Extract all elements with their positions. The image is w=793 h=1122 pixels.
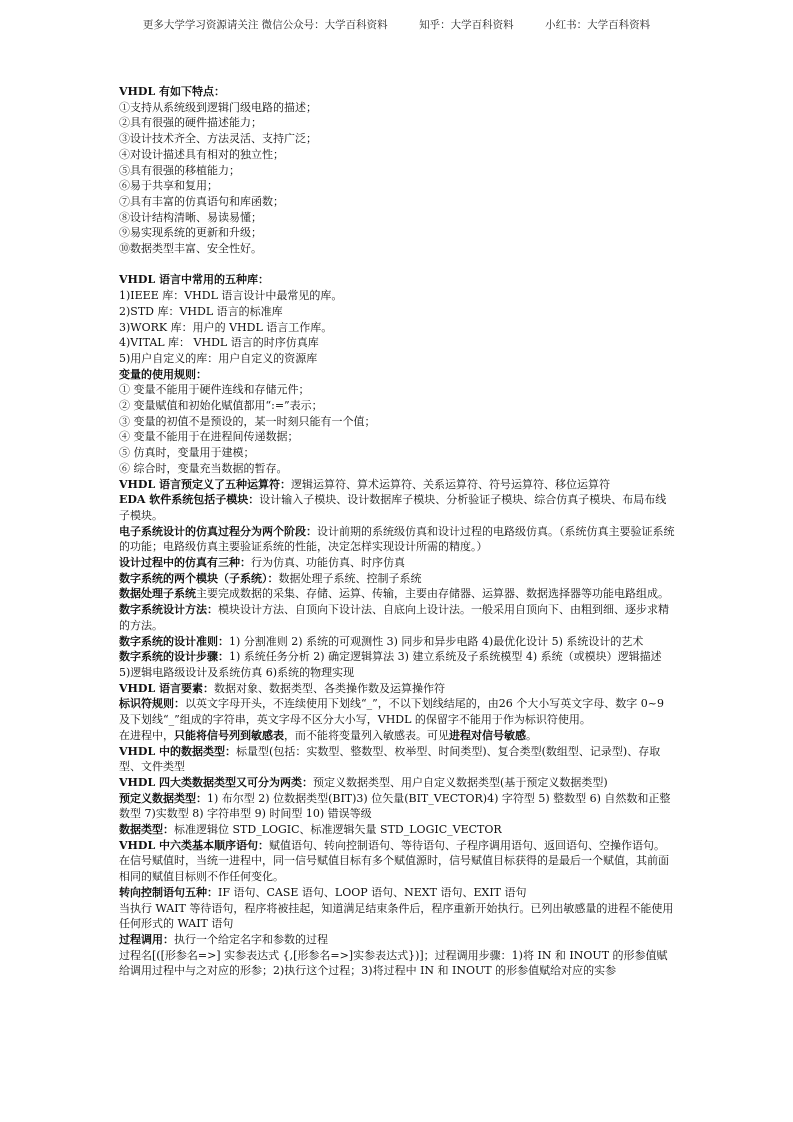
data-subsystem-para — [119, 586, 675, 602]
elements-text: 数据对象、数据类型、各类操作数及运算操作符 — [214, 681, 446, 695]
library-item: 5)用户自定义的库：用户自定义的资源库 — [119, 351, 318, 365]
two-modules-title: 数字系统的两个模块（子系统）： — [119, 571, 279, 585]
feature-item: ⑨易实现系统的更新和升级； — [119, 226, 262, 240]
operators-text: 逻辑运算符、算术运算符、关系运算符、符号运算符、移位运算符 — [291, 477, 611, 491]
feature-item: ①支持从系统级到逻辑门级电路的描述； — [119, 100, 317, 114]
data-types-para — [119, 744, 675, 775]
sim-types-para — [119, 555, 675, 571]
feature-item: ⑦具有丰富的仿真语句和库函数； — [119, 194, 284, 208]
data-subsystem-title: 数据处理子系统 — [119, 587, 196, 601]
elements-title: VHDL 语言要素： — [119, 681, 215, 695]
design-steps-text: 1) 系统任务分析 2) 确定逻辑算法 3) 建立系统及子系统模型 4) 系统（或模块）逻辑描述 5)逻辑电路级设计及系统仿真 6)系统的物理实现 — [119, 650, 662, 679]
identifier-text: 以英文字母开头，不连续使用下划线“_”，不以下划线结尾的，由26 个大小写英文字母、数字 0~9 及下划线“_”组成的字符串，英文字母不区分大小写，VHDL 的保留字不能用于作为标识符使用。 — [119, 697, 664, 727]
predefined-title: 预定义数据类型： — [119, 791, 207, 805]
sequential-title: VHDL 中六类基本顺序语句： — [119, 838, 270, 852]
sim-types-text: 行为仿真、功能仿真、时序仿真 — [251, 556, 405, 570]
variable-rule: ③ 变量的初值不是预设的，某一时刻只能有一个值； — [119, 414, 376, 428]
eda-para — [119, 492, 675, 523]
design-rules-para — [119, 634, 675, 650]
predefined-text: 1) 布尔型 2) 位数据类型(BIT)3) 位矢量(BIT_VECTOR)4) 字符型 5) 整数型 6) 自然数和正整数型 7)实数型 8) 字符串型 9) 时间型 10) 错误等级 — [119, 791, 671, 821]
feature-item: ⑩数据类型丰富、安全性好。 — [119, 242, 262, 256]
procedure-syntax-para: 过程名[([形参名=>] 实参表达式 {,[形参名=>]实参表达式})]；过程调用步骤：1)将 IN 和 INOUT 的形参值赋给调用过程中与之对应的形参；2)执行这个过程；3)将过程中 IN 和 INOUT 的形参值赋给对应的实参 — [119, 948, 668, 978]
datatype-std-para — [119, 822, 675, 838]
wait-para: 当执行 WAIT 等待语句，程序将被挂起，知道满足结束条件后，程序重新开始执行。已列出敏感量的进程不能使用任何形式的 WAIT 语句 — [119, 901, 674, 931]
operators-para — [119, 477, 675, 493]
two-modules-text: 数据处理子系统、控制子系统 — [278, 571, 422, 585]
control-flow-para — [119, 885, 675, 901]
eda-title: EDA 软件系统包括子模块： — [119, 493, 260, 507]
datatype-std-title: 数据类型： — [119, 823, 174, 837]
features-title: VHDL 有如下特点： — [119, 85, 226, 98]
procedure-para — [119, 932, 675, 948]
electronic-sim-para — [119, 524, 675, 555]
two-modules-para — [119, 571, 675, 587]
operators-title: VHDL 语言预定义了五种运算符： — [119, 477, 292, 491]
library-item: 1)IEEE 库：VHDL 语言设计中最常见的库。 — [119, 289, 343, 303]
design-steps-para — [119, 649, 675, 680]
four-types-title: VHDL 四大类数据类型又可分为两类： — [119, 775, 314, 789]
design-method-para — [119, 602, 675, 633]
sensitivity-bold-2: 进程对信号敏感 — [449, 728, 526, 742]
design-steps-title: 数字系统的设计步骤： — [119, 650, 229, 664]
variable-rule: ① 变量不能用于硬件连线和存储元件； — [119, 383, 310, 397]
document-body — [119, 84, 675, 979]
library-item: 2)STD 库：VHDL 语言的标准库 — [119, 304, 283, 318]
data-types-text: 标量型(包括：实数型、整数型、枚举型、时间类型)、复合类型(数组型、记录型)、存取型、文件类型 — [119, 744, 661, 774]
four-types-text: 预定义数据类型、用户自定义数据类型(基于预定义数据类型) — [313, 775, 608, 789]
variable-rule: ⑤ 仿真时，变量用于建模； — [119, 446, 255, 460]
page-header: 更多大学学习资源请关注 微信公众号：大学百科资料 知乎：大学百科资料 小红书：大学百科资料 — [142, 19, 651, 31]
library-item: 4)VITAL 库： VHDL 语言的时序仿真库 — [119, 336, 319, 350]
feature-item: ②具有很强的硬件描述能力； — [119, 116, 262, 130]
libraries-title: VHDL 语言中常用的五种库： — [119, 273, 270, 287]
predefined-para — [119, 791, 675, 822]
feature-item: ⑥易于共享和复用； — [119, 179, 218, 193]
feature-item: ⑤具有很强的移植能力； — [119, 163, 240, 177]
design-rules-text: 1) 分割准则 2) 系统的可观测性 3) 同步和异步电路 4)最优化设计 5) 系统设计的艺术 — [229, 634, 644, 648]
sequential-para — [119, 838, 675, 854]
sensitivity-prefix: 在进程中， — [119, 728, 174, 742]
sequential-text: 赋值语句、转向控制语句、等待语句、子程序调用语句、返回语句、空操作语句。 — [269, 838, 666, 852]
sensitivity-suffix: 。 — [526, 728, 537, 742]
feature-item: ③设计技术齐全、方法灵活、支持广泛； — [119, 132, 317, 146]
data-types-title: VHDL 中的数据类型： — [119, 744, 237, 758]
identifier-para — [119, 696, 675, 727]
sensitivity-bold-1: 只能将信号列到敏感表 — [174, 728, 284, 742]
electronic-sim-title: 电子系统设计的仿真过程分为两个阶段： — [119, 524, 317, 538]
control-flow-title: 转向控制语句五种： — [119, 885, 218, 899]
procedure-title: 过程调用： — [119, 932, 174, 946]
elements-para — [119, 681, 675, 697]
library-item: 3)WORK 库：用户的 VHDL 语言工作库。 — [119, 320, 333, 334]
variable-rule: ⑥ 综合时，变量充当数据的暂存。 — [119, 461, 288, 475]
feature-item: ⑧设计结构清晰、易读易懂； — [119, 210, 262, 224]
variable-rule: ② 变量赋值和初始化赋值都用“:=”表示； — [119, 399, 323, 413]
feature-item: ④对设计描述具有相对的独立性； — [119, 147, 284, 161]
sensitivity-para — [119, 728, 675, 744]
design-method-text: 模块设计方法、自顶向下设计法、自底向上设计法。一般采用自顶向下、由粗到细、逐步求精的方法。 — [119, 603, 669, 632]
variables-title: 变量的使用规则： — [119, 367, 207, 381]
signal-assign-para: 在信号赋值时，当统一进程中，同一信号赋值目标有多个赋值源时，信号赋值目标获得的是最后一个赋值，其前面相同的赋值目标则不作任何变化。 — [119, 854, 669, 884]
sensitivity-mid: ，而不能将变量列入敏感表。可见 — [284, 728, 449, 742]
design-method-title: 数字系统设计方法： — [119, 603, 218, 617]
control-flow-text: IF 语句、CASE 语句、LOOP 语句、NEXT 语句、EXIT 语句 — [218, 885, 527, 899]
data-subsystem-text: 主要完成数据的采集、存储、运算、传输，主要由存储器、运算器、数据选择器等功能电路组成。 — [196, 587, 669, 601]
design-rules-title: 数字系统的设计准则： — [119, 634, 229, 648]
variable-rule: ④ 变量不能用于在进程间传递数据； — [119, 430, 299, 444]
four-types-para — [119, 775, 675, 791]
datatype-std-text: 标准逻辑位 STD_LOGIC、标准逻辑矢量 STD_LOGIC_VECTOR — [174, 823, 502, 837]
electronic-sim-text: 设计前期的系统级仿真和设计过程的电路级仿真。（系统仿真主要验证系统的功能；电路级仿真主要验证系统的性能，决定怎样实现设计所需的精度。） — [119, 524, 675, 554]
procedure-text: 执行一个给定名字和参数的过程 — [174, 932, 328, 946]
sim-types-title: 设计过程中的仿真有三种： — [119, 556, 251, 570]
identifier-title: 标识符规则： — [119, 697, 185, 711]
eda-text: 设计输入子模块、设计数据库子模块、分析验证子模块、综合仿真子模块、布局布线子模块。 — [119, 493, 667, 522]
